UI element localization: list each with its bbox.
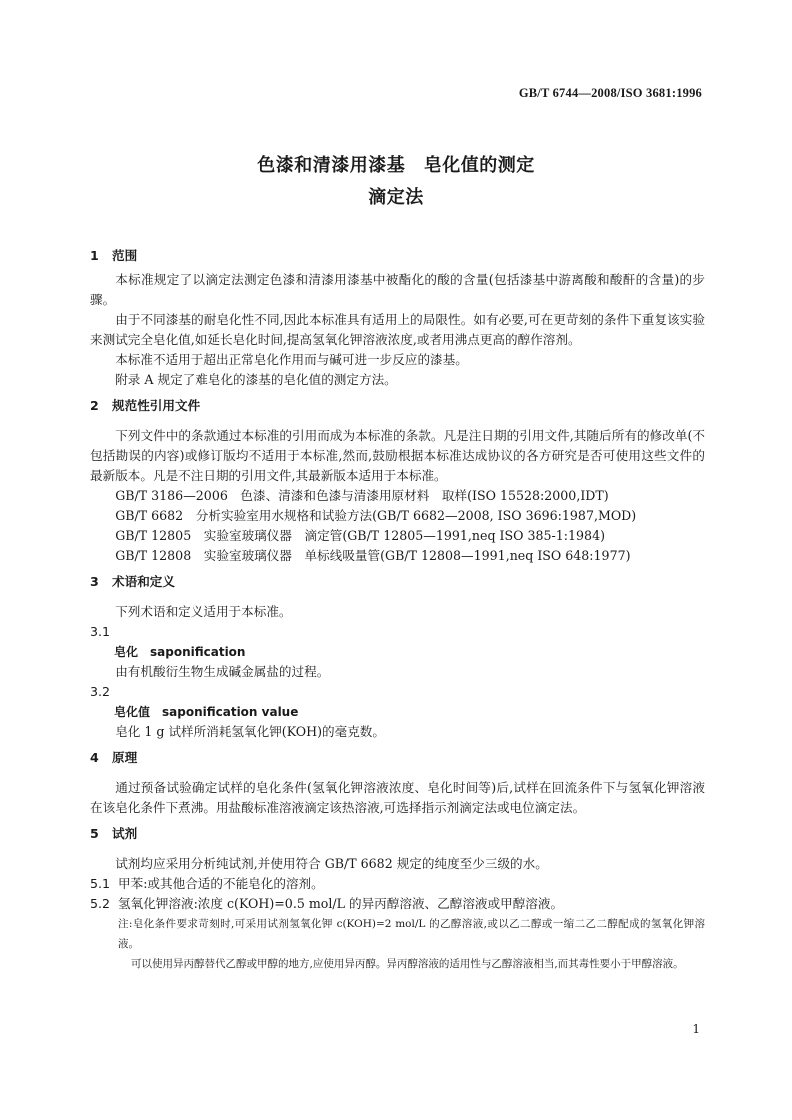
section-number: 3 bbox=[90, 574, 99, 589]
section-title: 范围 bbox=[112, 248, 138, 263]
clause-number: 5.2 bbox=[90, 896, 111, 911]
paragraph: 下列术语和定义适用于本标准。 bbox=[115, 604, 292, 619]
section-number: 1 bbox=[90, 248, 99, 263]
term-definition: 由有机酸衍生物生成碱金属盐的过程。 bbox=[115, 664, 330, 679]
section-heading-principle bbox=[90, 748, 705, 768]
document-subtitle: 滴定法 bbox=[368, 187, 424, 208]
section-heading-terms-definitions bbox=[90, 572, 705, 592]
paragraph: 试剂均应采用分析纯试剂,并使用符合 GB/T 6682 规定的纯度至少三级的水。 bbox=[115, 856, 548, 871]
clause-number: 5.1 bbox=[90, 876, 111, 891]
section-heading-reagents bbox=[90, 824, 705, 844]
clause-text: 氢氧化钾溶液:浓度 c(KOH)=0.5 mol/L 的异丙醇溶液、乙醇溶液或甲醇溶液。 bbox=[118, 896, 564, 911]
note-continued: 可以使用异丙醇替代乙醇或甲醇的地方,应使用异丙醇。异丙醇溶液的适用性与乙醇溶液相当,而其毒性要小于甲醇溶液。 bbox=[131, 958, 684, 970]
reference-item: GB/T 12808 实验室玻璃仪器 单标线吸量管(GB/T 12808—1991,neq ISO 648:1977) bbox=[115, 548, 631, 563]
section-number: 5 bbox=[90, 826, 99, 841]
paragraph: 附录 A 规定了难皂化的漆基的皂化值的测定方法。 bbox=[115, 372, 397, 387]
document-body bbox=[90, 246, 705, 974]
section-number: 2 bbox=[90, 398, 99, 413]
clause-text: 甲苯:或其他合适的不能皂化的溶剂。 bbox=[118, 876, 324, 891]
paragraph: 本标准不适用于超出正常皂化作用而与碱可进一步反应的漆基。 bbox=[115, 352, 468, 367]
term-number: 3.1 bbox=[90, 624, 111, 639]
section-title: 试剂 bbox=[112, 826, 138, 841]
paragraph: 本标准规定了以滴定法测定色漆和清漆用漆基中被酯化的酸的含量(包括漆基中游离酸和酸酐的含量)的步骤。 bbox=[90, 272, 705, 307]
section-title: 规范性引用文件 bbox=[112, 398, 201, 413]
section-heading-normative-references bbox=[90, 396, 705, 416]
section-title: 原理 bbox=[112, 750, 138, 765]
clause-5-1 bbox=[90, 874, 705, 894]
paragraph: 下列文件中的条款通过本标准的引用而成为本标准的条款。凡是注日期的引用文件,其随后所有的修改单(不包括勘误的内容)或修订版均不适用于本标准,然而,鼓励根据本标准达成协议的各方研究是否可使用这些文件的最新版本。凡是不注日期的引用文件,其最新版本适用于本标准。 bbox=[90, 428, 705, 483]
document-title: 色漆和清漆用漆基 皂化值的测定 bbox=[257, 155, 535, 176]
section-heading-scope bbox=[90, 246, 705, 266]
section-title: 术语和定义 bbox=[112, 574, 175, 589]
section-number: 4 bbox=[90, 750, 99, 765]
reference-item: GB/T 12805 实验室玻璃仪器 滴定管(GB/T 12805—1991,neq ISO 385-1:1984) bbox=[115, 528, 605, 543]
term-definition: 皂化 1 g 试样所消耗氢氧化钾(KOH)的毫克数。 bbox=[115, 724, 385, 739]
reference-item: GB/T 6682 分析实验室用水规格和试验方法(GB/T 6682—2008, ISO 3696:1987,MOD) bbox=[115, 508, 637, 523]
clause-5-2 bbox=[90, 894, 705, 914]
paragraph: 通过预备试验确定试样的皂化条件(氢氧化钾溶液浓度、皂化时间等)后,试样在回流条件下与氢氧化钾溶液在该皂化条件下煮沸。用盐酸标准溶液滴定该热溶液,可选择指示剂滴定法或电位滴定法。 bbox=[90, 780, 705, 815]
page-number: 1 bbox=[692, 1022, 700, 1036]
term-number: 3.2 bbox=[90, 684, 111, 699]
reference-item: GB/T 3186—2006 色漆、清漆和色漆与清漆用原材料 取样(ISO 15528:2000,IDT) bbox=[115, 488, 609, 503]
term-name: 皂化 saponification bbox=[114, 645, 246, 659]
paragraph: 由于不同漆基的耐皂化性不同,因此本标准具有适用上的局限性。如有必要,可在更苛刻的条件下重复该实验来测试完全皂化值,如延长皂化时间,提高氢氧化钾溶液浓度,或者用沸点更高的醇作溶剂。 bbox=[90, 312, 705, 347]
note: 注:皂化条件要求苛刻时,可采用试剂氢氧化钾 c(KOH)=2 mol/L 的乙醇溶液,或以乙二醇或一缩二乙二醇配成的氢氧化钾溶液。 bbox=[118, 918, 705, 950]
standard-code: GB/T 6744—2008/ISO 3681:1996 bbox=[518, 86, 702, 100]
term-name: 皂化值 saponification value bbox=[114, 705, 299, 719]
